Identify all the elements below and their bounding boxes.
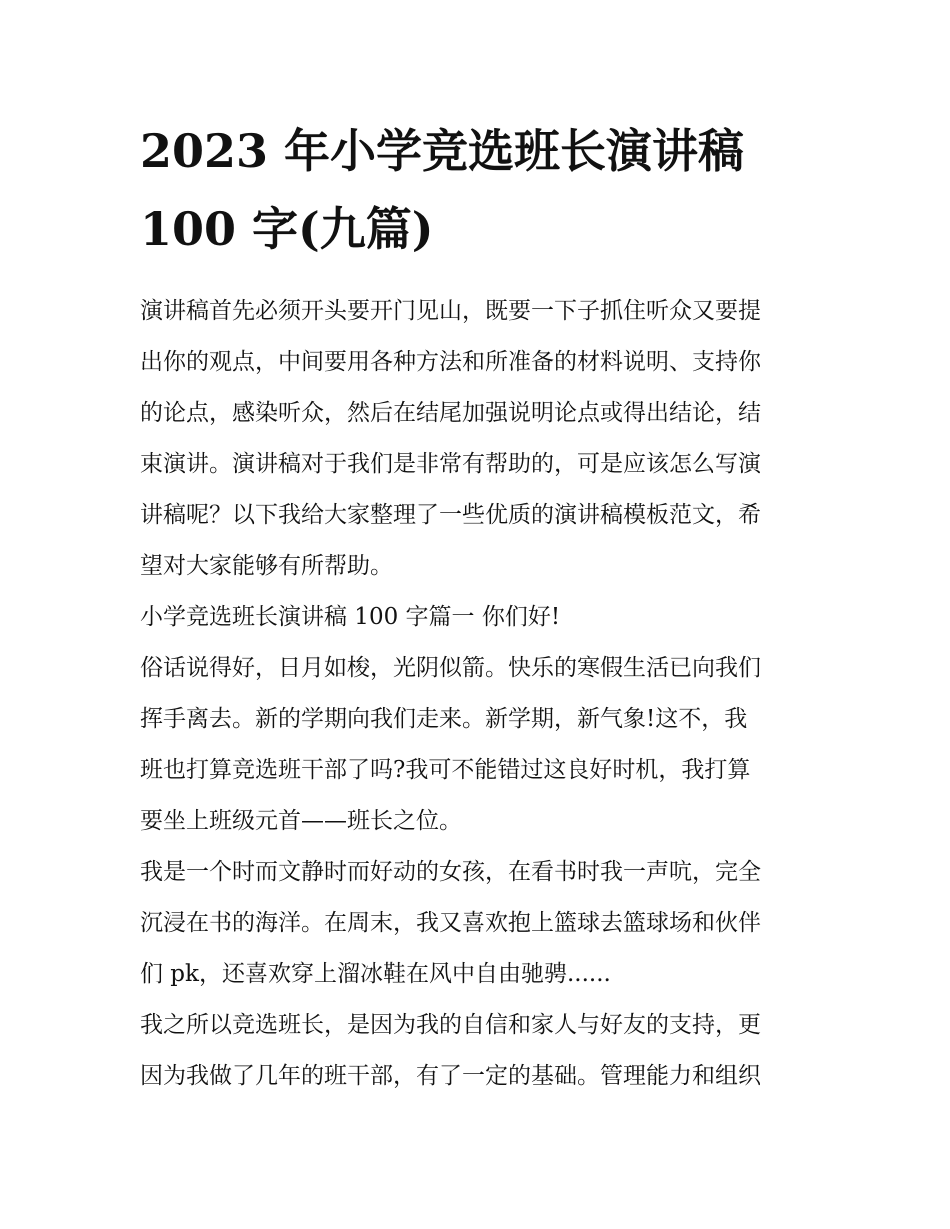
text-line: 班也打算竞选班干部了吗?我可不能错过这良好时机，我打算 (140, 757, 751, 783)
text-line: 束演讲。演讲稿对于我们是非常有帮助的，可是应该怎么写演 (140, 451, 761, 477)
text-line: 俗话说得好，日月如梭，光阴似箭。快乐的寒假生活已向我们 (140, 655, 761, 681)
body-paragraph (140, 847, 812, 1000)
text-line: 的论点，感染听众，然后在结尾加强说明论点或得出结论，结 (140, 400, 761, 426)
text-line: 我之所以竞选班长，是因为我的自信和家人与好友的支持，更 (140, 1012, 761, 1038)
text-line: 挥手离去。新的学期向我们走来。新学期，新气象!这不，我 (140, 706, 748, 732)
text-line: 小学竞选班长演讲稿 100 字篇一 你们好! (140, 604, 561, 630)
text-line: 望对大家能够有所帮助。 (140, 553, 393, 579)
text-line: 沉浸在书的海洋。在周末，我又喜欢抱上篮球去篮球场和伙伴 (140, 910, 761, 936)
intro-paragraph (140, 286, 812, 592)
text-line: 讲稿呢？以下我给大家整理了一些优质的演讲稿模板范文，希 (140, 502, 761, 528)
document-content (140, 112, 812, 1102)
text-line: 要坐上班级元首——班长之位。 (140, 808, 462, 834)
text-line: 出你的观点，中间要用各种方法和所准备的材料说明、支持你 (140, 349, 761, 375)
text-line: 们 pk，还喜欢穿上溜冰鞋在风中自由驰骋...... (140, 961, 611, 987)
text-line: 我是一个时而文静时而好动的女孩，在看书时我一声吭，完全 (140, 859, 761, 885)
text-line: 因为我做了几年的班干部，有了一定的基础。管理能力和组织 (140, 1063, 761, 1089)
body-paragraph (140, 1000, 812, 1102)
title-line: 2023 年小学竞选班长演讲稿 (140, 124, 745, 178)
section-heading-paragraph (140, 592, 812, 643)
body-paragraph (140, 643, 812, 847)
document-title (140, 112, 812, 268)
title-line: 100 字(九篇) (140, 202, 434, 256)
text-line: 演讲稿首先必须开头要开门见山，既要一下子抓住听众又要提 (140, 298, 761, 324)
